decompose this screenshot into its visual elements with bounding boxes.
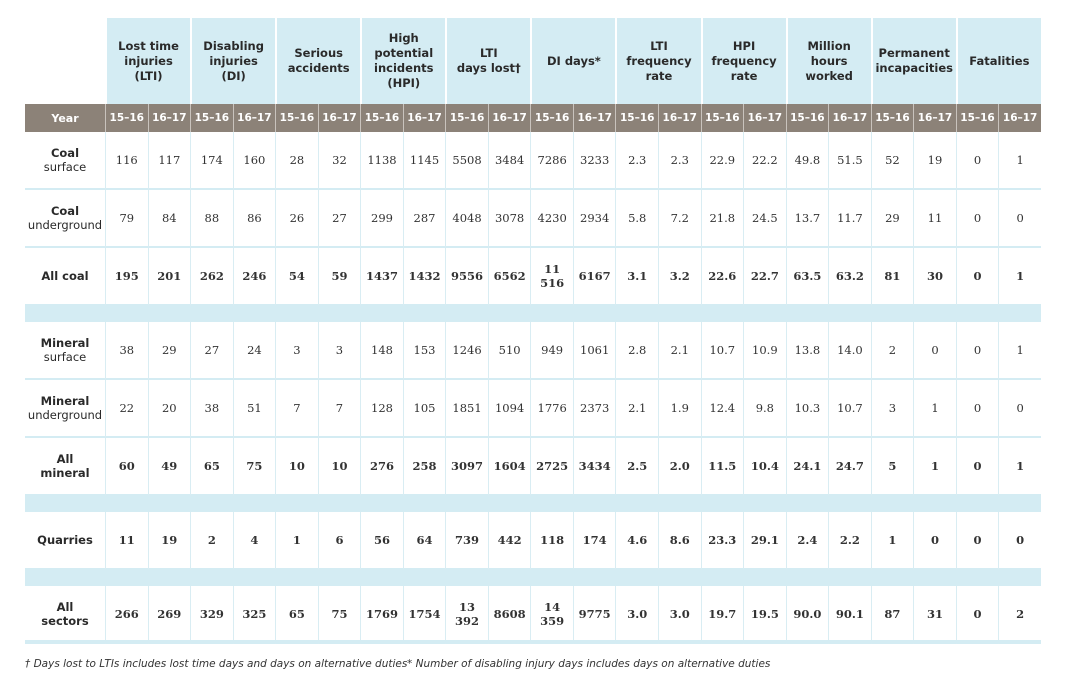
column-header [786, 18, 871, 104]
table-cell: 19 [913, 132, 956, 190]
row-label [25, 190, 105, 248]
table-cell: 90.0 [786, 586, 829, 644]
table-cell: 6 [318, 512, 361, 570]
table-cell: 5508 [445, 132, 488, 190]
table-cell: 23.3 [701, 512, 744, 570]
table-cell: 86 [233, 190, 276, 248]
table-cell: 90.1 [828, 586, 871, 644]
table-cell: 0 [913, 512, 956, 570]
table-cell: 6562 [488, 248, 531, 306]
table-cell: 5.8 [615, 190, 658, 248]
table-row [25, 380, 1041, 438]
table-cell: 11 [105, 512, 148, 570]
group-separator [25, 570, 1041, 586]
column-header-line: days lost† [456, 61, 521, 75]
table-cell: 2934 [573, 190, 616, 248]
table-cell: 20 [148, 380, 191, 438]
table-cell: 51 [233, 380, 276, 438]
row-label [25, 132, 105, 190]
table-cell: 49 [148, 438, 191, 496]
table-cell: 128 [360, 380, 403, 438]
column-header-line: Serious [294, 46, 343, 60]
table-cell: 31 [913, 586, 956, 644]
period-label: 15–16 [871, 104, 914, 132]
row-label-line: Coal [50, 146, 80, 160]
table-cell: 2.2 [828, 512, 871, 570]
table-cell: 325 [233, 586, 276, 644]
table-cell: 1 [998, 438, 1041, 496]
table-cell: 27 [318, 190, 361, 248]
table-cell: 105 [403, 380, 446, 438]
table-row [25, 190, 1041, 248]
table-cell: 10 [318, 438, 361, 496]
table-cell: 9.8 [743, 380, 786, 438]
row-label-line: surface [43, 160, 87, 174]
table-cell: 258 [403, 438, 446, 496]
row-label-line: All coal [41, 269, 89, 283]
column-header-line: High [388, 31, 419, 45]
row-label-line: surface [43, 350, 87, 364]
table-cell: 7 [275, 380, 318, 438]
table-cell: 10.3 [786, 380, 829, 438]
column-header-line: frequency [626, 53, 692, 68]
table-cell: 8608 [488, 586, 531, 644]
table-cell: 2.1 [658, 322, 701, 380]
table-cell: 510 [488, 322, 531, 380]
table-cell: 3 [275, 322, 318, 380]
row-label-line: underground [27, 408, 103, 422]
table-cell: 22.7 [743, 248, 786, 306]
table-cell: 2725 [530, 438, 573, 496]
table-cell: 0 [998, 190, 1041, 248]
period-label: 15–16 [530, 104, 573, 132]
table-row [25, 512, 1041, 570]
row-label-line: mineral [40, 466, 90, 480]
table-cell: 63.2 [828, 248, 871, 306]
period-label: 16–17 [913, 104, 956, 132]
table-cell: 11 [913, 190, 956, 248]
table-cell: 38 [190, 380, 233, 438]
column-header [701, 18, 786, 104]
table-row [25, 248, 1041, 306]
header-corner [25, 18, 105, 104]
column-header-line: incapacities [875, 61, 953, 75]
table-cell: 10.4 [743, 438, 786, 496]
row-label [25, 438, 105, 496]
table-cell: 29.1 [743, 512, 786, 570]
table-cell: 201 [148, 248, 191, 306]
period-label: 15–16 [360, 104, 403, 132]
period-label: 16–17 [403, 104, 446, 132]
table-cell: 32 [318, 132, 361, 190]
period-label: 16–17 [233, 104, 276, 132]
period-label: 15–16 [105, 104, 148, 132]
period-label: 15–16 [615, 104, 658, 132]
table-cell: 153 [403, 322, 446, 380]
row-label-line: Mineral [40, 394, 90, 408]
column-header [956, 18, 1041, 104]
table-cell: 0 [998, 512, 1041, 570]
table-bottom-rule [25, 640, 1041, 643]
table-cell: 21.8 [701, 190, 744, 248]
table-cell: 3.0 [615, 586, 658, 644]
table-cell: 88 [190, 190, 233, 248]
table-cell: 2.3 [658, 132, 701, 190]
table-cell: 24.1 [786, 438, 829, 496]
table-cell: 4.6 [615, 512, 658, 570]
table-row [25, 586, 1041, 644]
table-cell: 2.5 [615, 438, 658, 496]
safety-statistics-table-container [25, 18, 1041, 644]
table-cell: 10 [275, 438, 318, 496]
table-cell: 24.5 [743, 190, 786, 248]
table-cell: 3233 [573, 132, 616, 190]
table-cell: 7.2 [658, 190, 701, 248]
table-cell: 117 [148, 132, 191, 190]
table-cell: 81 [871, 248, 914, 306]
table-cell: 1138 [360, 132, 403, 190]
table-cell: 4230 [530, 190, 573, 248]
table-cell: 24.7 [828, 438, 871, 496]
table-cell: 14 359 [530, 586, 573, 644]
table-cell: 22.9 [701, 132, 744, 190]
table-cell: 13.8 [786, 322, 829, 380]
period-label: 16–17 [828, 104, 871, 132]
column-header-line: DI days* [547, 53, 601, 68]
separator-band [25, 496, 1041, 512]
table-cell: 0 [998, 380, 1041, 438]
table-cell: 2373 [573, 380, 616, 438]
table-cell: 2.1 [615, 380, 658, 438]
table-cell: 84 [148, 190, 191, 248]
table-cell: 0 [956, 248, 999, 306]
table-cell: 0 [956, 438, 999, 496]
table-cell: 19 [148, 512, 191, 570]
table-cell: 3097 [445, 438, 488, 496]
table-cell: 739 [445, 512, 488, 570]
table-cell: 2.0 [658, 438, 701, 496]
table-cell: 1432 [403, 248, 446, 306]
table-cell: 1 [998, 248, 1041, 306]
column-header-line: rate [730, 68, 758, 83]
column-header-line: (HPI) [387, 76, 421, 90]
row-label [25, 586, 105, 644]
table-cell: 19.5 [743, 586, 786, 644]
table-cell: 262 [190, 248, 233, 306]
column-header [530, 18, 615, 104]
table-cell: 2 [998, 586, 1041, 644]
table-cell: 75 [233, 438, 276, 496]
table-cell: 10.9 [743, 322, 786, 380]
period-label: 16–17 [658, 104, 701, 132]
column-header-line: Permanent [878, 46, 950, 60]
table-cell: 63.5 [786, 248, 829, 306]
table-cell: 1 [913, 438, 956, 496]
period-label: 16–17 [488, 104, 531, 132]
footnote-asterisk: * Number of disabling injury days includes days on alternative duties [407, 658, 771, 670]
column-header-line: frequency [711, 53, 777, 68]
column-header [275, 18, 360, 104]
column-header-line: rate [645, 68, 673, 83]
column-header-line: accidents [287, 61, 350, 75]
table-cell: 10.7 [828, 380, 871, 438]
table-cell: 1.9 [658, 380, 701, 438]
row-label-line: Mineral [40, 336, 90, 350]
row-label-line: All [56, 452, 74, 466]
table-cell: 1 [998, 132, 1041, 190]
table-cell: 2.3 [615, 132, 658, 190]
table-cell: 22.2 [743, 132, 786, 190]
column-header [871, 18, 956, 104]
table-cell: 60 [105, 438, 148, 496]
table-row [25, 322, 1041, 380]
column-header-line: potential [374, 46, 434, 60]
period-label: 15–16 [956, 104, 999, 132]
table-cell: 4048 [445, 190, 488, 248]
group-separator [25, 496, 1041, 512]
column-header [105, 18, 190, 104]
table-cell: 65 [275, 586, 318, 644]
year-header: Year [25, 104, 105, 132]
table-cell: 1851 [445, 380, 488, 438]
row-label-line: Coal [50, 204, 80, 218]
table-cell: 27 [190, 322, 233, 380]
table-cell: 0 [956, 132, 999, 190]
table-row [25, 132, 1041, 190]
table-cell: 22 [105, 380, 148, 438]
column-header-line: Million [807, 38, 851, 53]
row-label [25, 512, 105, 570]
table-cell: 1604 [488, 438, 531, 496]
table-cell: 5 [871, 438, 914, 496]
column-header [615, 18, 700, 104]
table-cell: 7286 [530, 132, 573, 190]
table-cell: 266 [105, 586, 148, 644]
table-cell: 75 [318, 586, 361, 644]
table-cell: 3.2 [658, 248, 701, 306]
table-cell: 1061 [573, 322, 616, 380]
row-label [25, 322, 105, 380]
table-cell: 22.6 [701, 248, 744, 306]
table-cell: 3.1 [615, 248, 658, 306]
table-cell: 4 [233, 512, 276, 570]
table-cell: 6167 [573, 248, 616, 306]
table-cell: 29 [871, 190, 914, 248]
period-label: 15–16 [190, 104, 233, 132]
footnote-dagger: † Days lost to LTIs includes lost time days and days on alternative duties [25, 658, 408, 670]
column-header-line: (LTI) [134, 68, 163, 83]
table-cell: 28 [275, 132, 318, 190]
period-label: 15–16 [275, 104, 318, 132]
table-cell: 12.4 [701, 380, 744, 438]
period-label: 16–17 [148, 104, 191, 132]
column-header-line: hours worked [805, 53, 853, 83]
table-cell: 174 [190, 132, 233, 190]
table-cell: 52 [871, 132, 914, 190]
table-cell: 3.0 [658, 586, 701, 644]
table-cell: 30 [913, 248, 956, 306]
table-cell: 9556 [445, 248, 488, 306]
table-cell: 8.6 [658, 512, 701, 570]
separator-band [25, 306, 1041, 322]
column-header [360, 18, 445, 104]
table-cell: 1776 [530, 380, 573, 438]
period-label: 15–16 [701, 104, 744, 132]
table-cell: 195 [105, 248, 148, 306]
table-cell: 2.4 [786, 512, 829, 570]
column-header-line: injuries [209, 53, 258, 68]
table-cell: 1 [275, 512, 318, 570]
column-header-line: HPI [732, 38, 756, 53]
table-cell: 54 [275, 248, 318, 306]
table-cell: 118 [530, 512, 573, 570]
table-cell: 11.7 [828, 190, 871, 248]
safety-statistics-table [25, 18, 1041, 644]
column-header-line: Fatalities [969, 53, 1030, 68]
table-cell: 3 [871, 380, 914, 438]
table-cell: 13 392 [445, 586, 488, 644]
period-label: 16–17 [998, 104, 1041, 132]
table-cell: 59 [318, 248, 361, 306]
table-cell: 442 [488, 512, 531, 570]
column-header [445, 18, 530, 104]
table-cell: 160 [233, 132, 276, 190]
table-cell: 116 [105, 132, 148, 190]
table-cell: 10.7 [701, 322, 744, 380]
table-cell: 148 [360, 322, 403, 380]
table-cell: 9775 [573, 586, 616, 644]
table-cell: 13.7 [786, 190, 829, 248]
column-header-line: incidents [374, 61, 434, 75]
table-cell: 3434 [573, 438, 616, 496]
table-cell: 1754 [403, 586, 446, 644]
row-label-line: sectors [41, 614, 89, 628]
table-cell: 276 [360, 438, 403, 496]
column-header-line: (DI) [221, 68, 246, 83]
table-cell: 7 [318, 380, 361, 438]
group-separator [25, 306, 1041, 322]
table-cell: 1 [871, 512, 914, 570]
table-cell: 2 [871, 322, 914, 380]
table-cell: 949 [530, 322, 573, 380]
table-row [25, 438, 1041, 496]
table-cell: 1246 [445, 322, 488, 380]
table-cell: 1145 [403, 132, 446, 190]
period-label: 15–16 [445, 104, 488, 132]
table-cell: 299 [360, 190, 403, 248]
table-cell: 0 [956, 322, 999, 380]
table-cell: 19.7 [701, 586, 744, 644]
table-cell: 49.8 [786, 132, 829, 190]
table-cell: 26 [275, 190, 318, 248]
table-cell: 79 [105, 190, 148, 248]
table-cell: 87 [871, 586, 914, 644]
row-label [25, 380, 105, 438]
table-cell: 14.0 [828, 322, 871, 380]
period-label: 16–17 [318, 104, 361, 132]
table-cell: 3078 [488, 190, 531, 248]
table-cell: 0 [956, 380, 999, 438]
table-cell: 11.5 [701, 438, 744, 496]
table-cell: 1 [913, 380, 956, 438]
table-cell: 64 [403, 512, 446, 570]
period-label: 16–17 [743, 104, 786, 132]
period-label: 15–16 [786, 104, 829, 132]
table-cell: 2 [190, 512, 233, 570]
table-cell: 0 [956, 190, 999, 248]
column-header-line: Lost time [118, 38, 179, 53]
row-label-line: All [56, 600, 74, 614]
table-cell: 0 [956, 586, 999, 644]
table-cell: 51.5 [828, 132, 871, 190]
table-cell: 1437 [360, 248, 403, 306]
row-label-line: Quarries [37, 533, 93, 547]
table-cell: 56 [360, 512, 403, 570]
separator-band [25, 570, 1041, 586]
column-header-line: injuries [124, 53, 173, 68]
table-cell: 174 [573, 512, 616, 570]
table-cell: 287 [403, 190, 446, 248]
table-cell: 3 [318, 322, 361, 380]
table-cell: 0 [913, 322, 956, 380]
column-header-line: LTI [650, 38, 668, 53]
row-label-line: underground [27, 218, 103, 232]
row-label [25, 248, 105, 306]
column-header-line: Disabling [203, 38, 264, 53]
table-cell: 1094 [488, 380, 531, 438]
period-header-row [25, 104, 1041, 132]
table-cell: 269 [148, 586, 191, 644]
table-cell: 329 [190, 586, 233, 644]
table-cell: 11 516 [530, 248, 573, 306]
table-cell: 246 [233, 248, 276, 306]
table-cell: 3484 [488, 132, 531, 190]
table-cell: 0 [956, 512, 999, 570]
period-label: 16–17 [573, 104, 616, 132]
table-cell: 2.8 [615, 322, 658, 380]
table-cell: 29 [148, 322, 191, 380]
table-cell: 1 [998, 322, 1041, 380]
column-header [190, 18, 275, 104]
column-header-line: LTI [480, 46, 498, 60]
table-cell: 1769 [360, 586, 403, 644]
table-cell: 24 [233, 322, 276, 380]
column-header-row [25, 18, 1041, 104]
table-cell: 65 [190, 438, 233, 496]
table-cell: 38 [105, 322, 148, 380]
